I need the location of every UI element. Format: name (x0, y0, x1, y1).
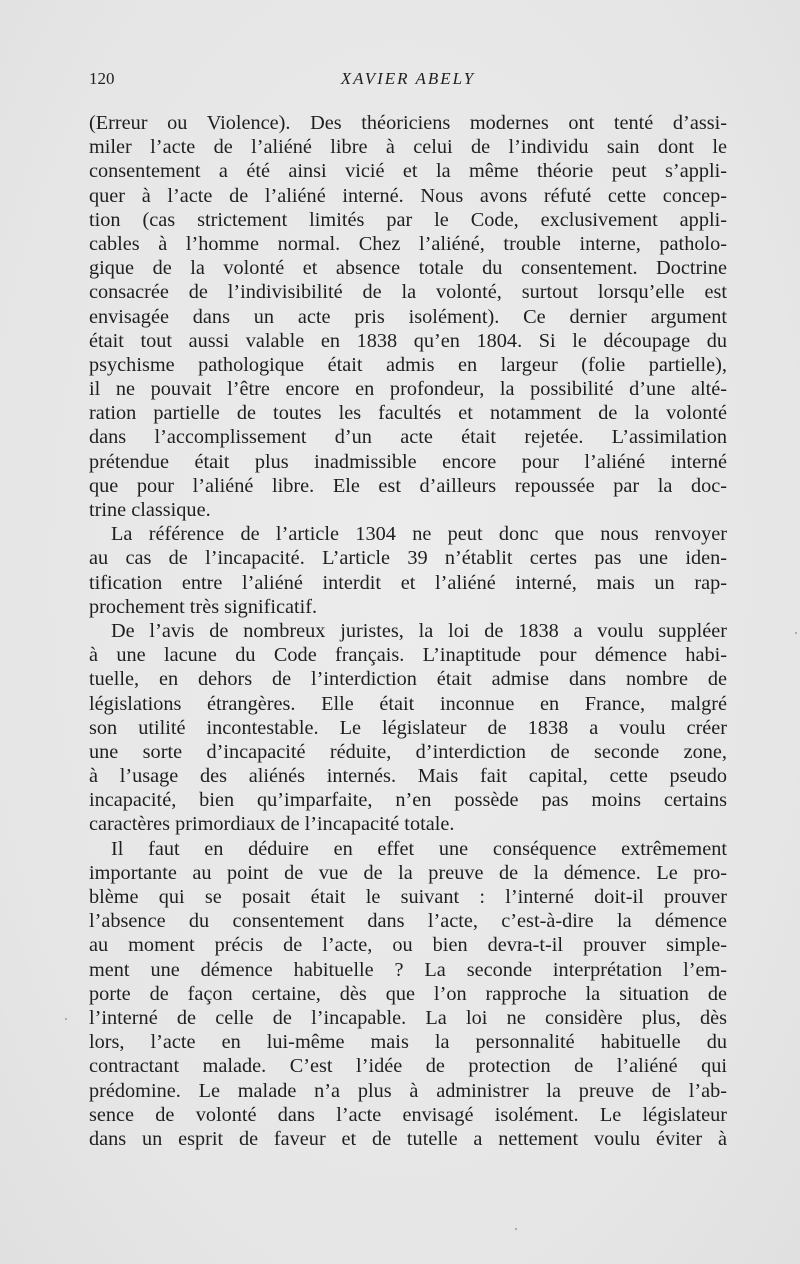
text-line: envisagée dans un acte pris isolément). Ce dernier argument (89, 305, 727, 328)
text-line: que pour l’aliéné libre. Ele est d’ailleurs repoussée par la doc- (89, 474, 727, 497)
text-line: son utilité incontestable. Le législateur de 1838 a voulu créer (89, 716, 727, 739)
text-line: gique de la volonté et absence totale du consentement. Doctrine (89, 257, 727, 280)
paper-speck (795, 632, 797, 634)
text-line: ration partielle de toutes les facultés et notamment de la volonté (89, 402, 727, 425)
text-line: De l’avis de nombreux juristes, la loi de 1838 a voulu suppléer (111, 619, 727, 642)
text-line: au cas de l’incapacité. L’article 39 n’établit certes pas une iden- (89, 547, 727, 570)
text-line: caractères primordiaux de l’incapacité totale. (89, 813, 455, 836)
text-line: miler l’acte de l’aliéné libre à celui de l’individu sain dont le (89, 136, 727, 159)
text-line: l’interné de celle de l’incapable. La loi ne considère plus, dès (89, 1006, 727, 1029)
text-line: au moment précis de l’acte, ou bien devra-t-il prouver simple- (89, 934, 727, 957)
text-line: contractant malade. C’est l’idée de protection de l’aliéné qui (89, 1055, 727, 1078)
page-header (89, 66, 727, 92)
text-line: trine classique. (89, 499, 211, 521)
text-line: Il faut en déduire en effet une conséquence extrêmement (111, 837, 727, 860)
text-line: était tout aussi valable en 1838 qu’en 1804. Si le découpage du (89, 329, 727, 352)
text-line: psychisme pathologique était admis en largeur (folie partielle), (89, 353, 727, 376)
text-line: législations étrangères. Elle était inconnue en France, malgré (89, 692, 727, 715)
text-line: blème qui se posait était le suivant : l’interné doit-il prouver (89, 886, 727, 908)
text-line: tuelle, en dehors de l’interdiction était admise dans nombre de (89, 668, 727, 691)
text-line: l’absence du consentement dans l’acte, c’est-à-dire la démence (89, 910, 727, 933)
text-line: lors, l’acte en lui-même mais la personnalité habituelle du (89, 1031, 727, 1054)
running-head: XAVIER ABELY (340, 69, 476, 88)
text-line: prédomine. Le malade n’a plus à administrer la preuve de l’ab- (89, 1079, 727, 1102)
text-line: sence de volonté dans l’acte envisagé isolément. Le législateur (89, 1103, 727, 1126)
text-line: il ne pouvait l’être encore en profondeur, la possibilité d’une alté- (89, 378, 727, 401)
text-line: importante au point de vue de la preuve de la démence. Le pro- (89, 861, 727, 884)
text-line: prochement très significatif. (89, 595, 318, 618)
text-line: une sorte d’incapacité réduite, d’interdiction de seconde zone, (89, 740, 727, 763)
page-number: 120 (89, 69, 115, 88)
text-line: quer à l’acte de l’aliéné interné. Nous avons réfuté cette concep- (89, 184, 727, 207)
text-line: dans l’accomplissement d’un acte était rejetée. L’assimilation (89, 426, 727, 449)
text-line: tion (cas strictement limités par le Code, exclusivement appli- (89, 208, 727, 231)
text-line: à l’usage des aliénés internés. Mais fait capital, cette pseudo (89, 765, 727, 788)
text-line: à une lacune du Code français. L’inaptitude pour démence habi- (89, 644, 727, 667)
text-line: ment une démence habituelle ? La seconde interprétation l’em- (89, 958, 727, 981)
body-text (89, 111, 727, 1151)
text-line: incapacité, bien qu’imparfaite, n’en possède pas moins certains (89, 789, 727, 812)
text-line: La référence de l’article 1304 ne peut donc que nous renvoyer (111, 523, 727, 546)
text-line: porte de façon certaine, dès que l’on rapproche la situation de (89, 982, 727, 1005)
text-line: consentement a été ainsi vicié et la même théorie peut s’appli- (89, 160, 727, 183)
paper-speck (515, 1228, 517, 1230)
text-line: dans un esprit de faveur et de tutelle a nettement voulu éviter à (89, 1127, 727, 1150)
text-line: (Erreur ou Violence). Des théoriciens modernes ont tenté d’assi- (89, 112, 727, 134)
text-line: consacrée de l’indivisibilité de la volonté, surtout lorsqu’elle est (89, 281, 727, 304)
text-line: tification entre l’aliéné interdit et l’aliéné interné, mais un rap- (89, 571, 727, 594)
text-line: prétendue était plus inadmissible encore pour l’aliéné interné (89, 450, 727, 473)
paper-speck (65, 1018, 67, 1020)
text-line: cables à l’homme normal. Chez l’aliéné, trouble interne, patholo- (89, 232, 727, 255)
